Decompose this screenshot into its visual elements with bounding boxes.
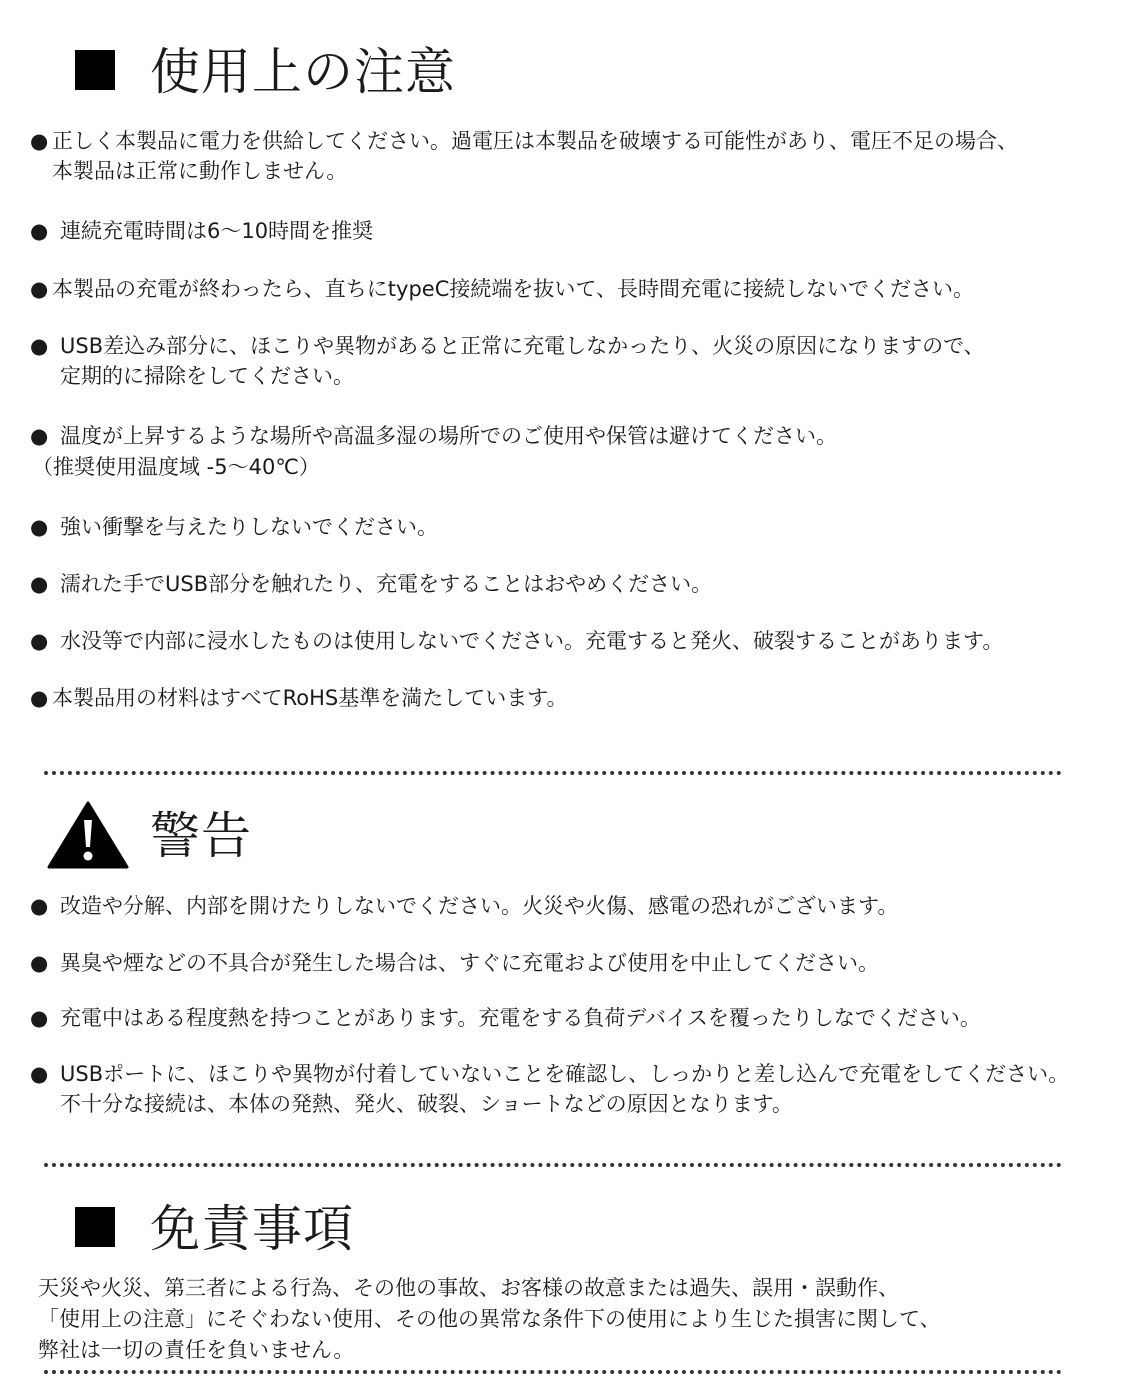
heading-square-icon bbox=[75, 50, 115, 90]
bullet: ● bbox=[30, 894, 49, 918]
item-text: 正しく本製品に電力を供給してください。過電圧は本製品を破壊する可能性があり、電圧不足の場合、 bbox=[52, 129, 1018, 153]
item-text: 充電中はある程度熱を持つことがあります。充電をする負荷デバイスを覆ったりしなでください。 bbox=[60, 1006, 981, 1030]
item-text-continued: 不十分な接続は、本体の発熱、発火、破裂、ショートなどの原因となります。 bbox=[60, 1092, 793, 1116]
list-item bbox=[30, 683, 568, 713]
list-item bbox=[30, 216, 373, 246]
item-text: USB差込み部分に、ほこりや異物があると正常に充電しなかったり、火災の原因になりますので、 bbox=[60, 334, 985, 358]
list-item bbox=[30, 1003, 981, 1033]
item-text: 本製品用の材料はすべてRoHS基準を満たしています。 bbox=[52, 686, 568, 710]
list-item bbox=[30, 569, 712, 599]
disclaimer-line: 弊社は一切の責任を負いません。 bbox=[38, 1338, 355, 1362]
heading-square-icon bbox=[75, 1207, 115, 1247]
list-item bbox=[30, 891, 898, 921]
list-item bbox=[30, 331, 985, 361]
list-item bbox=[30, 626, 1003, 656]
item-text: 濡れた手でUSB部分を触れたり、充電をすることはおやめください。 bbox=[60, 572, 713, 596]
bullet: ● bbox=[30, 572, 49, 596]
list-item bbox=[30, 126, 1018, 156]
bullet: ● bbox=[30, 129, 49, 153]
list-item bbox=[30, 948, 879, 978]
bullet: ● bbox=[30, 277, 49, 301]
dotted-divider bbox=[44, 1370, 1062, 1374]
section-title-usage-notes: 使用上の注意 bbox=[150, 43, 456, 101]
item-text-continued: 定期的に掃除をしてください。 bbox=[60, 364, 354, 388]
item-text: USBポートに、ほこりや異物が付着していないことを確認し、しっかりと差し込んで充電をしてください。 bbox=[60, 1062, 1070, 1086]
item-text: 異臭や煙などの不具合が発生した場合は、すぐに充電および使用を中止してください。 bbox=[60, 951, 879, 975]
list-item bbox=[30, 1059, 1069, 1089]
dotted-divider bbox=[44, 1163, 1062, 1167]
item-text: 連続充電時間は6～10時間を推奨 bbox=[60, 219, 374, 243]
item-text: 水没等で内部に浸水したものは使用しないでください。充電すると発火、破裂することがあります。 bbox=[60, 629, 1004, 653]
section-title-disclaimer: 免責事項 bbox=[150, 1200, 354, 1258]
list-item bbox=[30, 421, 837, 451]
disclaimer-line: 天災や火災、第三者による行為、その他の事故、お客様の故意または過失、誤用・誤動作、 bbox=[38, 1276, 899, 1300]
bullet: ● bbox=[30, 1062, 49, 1086]
dotted-divider bbox=[44, 771, 1062, 775]
section-title-warning: 警告 bbox=[150, 807, 252, 865]
bullet: ● bbox=[30, 219, 49, 243]
bullet: ● bbox=[30, 1006, 49, 1030]
bullet: ● bbox=[30, 424, 49, 448]
list-item bbox=[30, 274, 974, 304]
bullet: ● bbox=[30, 951, 49, 975]
item-text: 改造や分解、内部を開けたりしないでください。火災や火傷、感電の恐れがございます。 bbox=[60, 894, 899, 918]
item-text: 強い衝撃を与えたりしないでください。 bbox=[60, 515, 438, 539]
item-text-continued: 本製品は正常に動作しません。 bbox=[52, 159, 348, 183]
disclaimer-line: 「使用上の注意」にそぐわない使用、その他の異常な条件下の使用により生じた損害に関して、 bbox=[38, 1307, 941, 1331]
item-text-continued: （推奨使用温度域 -5～40℃） bbox=[32, 455, 320, 479]
bullet: ● bbox=[30, 334, 49, 358]
warning-triangle-icon bbox=[47, 800, 129, 870]
item-text: 本製品の充電が終わったら、直ちにtypeC接続端を抜いて、長時間充電に接続しないでください。 bbox=[52, 277, 974, 301]
bullet: ● bbox=[30, 515, 49, 539]
list-item bbox=[30, 512, 438, 542]
bullet: ● bbox=[30, 629, 49, 653]
bullet: ● bbox=[30, 686, 49, 710]
item-text: 温度が上昇するような場所や高温多湿の場所でのご使用や保管は避けてください。 bbox=[60, 424, 837, 448]
